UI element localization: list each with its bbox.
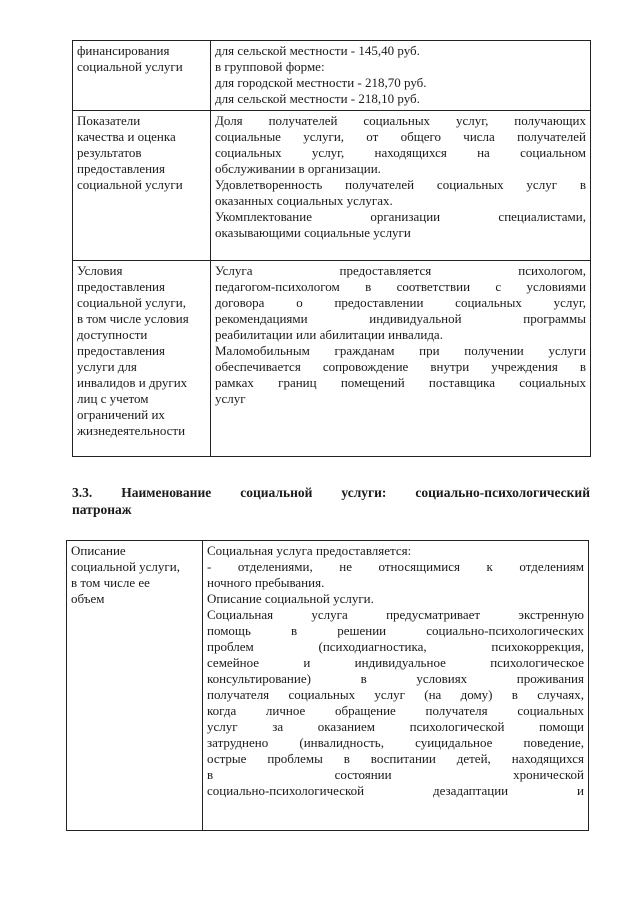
row-content-cell (203, 541, 589, 831)
text-line: в том числе условия (77, 311, 189, 326)
text-line: предоставления (77, 279, 165, 294)
text-line: когда личное обращение получателя социальных (207, 703, 584, 718)
row-content-cell (211, 261, 591, 457)
text-line: оказанных социальных услугах. (215, 193, 393, 208)
table-row (73, 261, 591, 457)
text-line: обеспечивается сопровождение внутри учреждения в (215, 359, 586, 374)
content-paragraph (215, 177, 586, 209)
text-line: рекомендациями индивидуальной программы (215, 311, 586, 326)
text-line: предоставления (77, 161, 165, 176)
text-line: в состоянии хронической (207, 767, 584, 782)
text-line: в групповой форме: (215, 59, 325, 74)
service-description-table (66, 540, 589, 831)
text-line: реабилитации или абилитации инвалида. (215, 327, 443, 342)
row-label-cell (73, 261, 211, 457)
text-line: обслуживании в организации. (215, 161, 381, 176)
text-line: Укомплектование организации специалистами, (215, 209, 586, 224)
content-paragraph (215, 343, 586, 407)
text-line: Доля получателей социальных услуг, получающих (215, 113, 586, 128)
service-description-table-body (67, 541, 589, 831)
text-line: финансирования (77, 43, 170, 58)
text-line: патронаж (72, 502, 132, 517)
text-line: социальных услуг, находящихся на социальном (215, 145, 586, 160)
text-line: Описание социальной услуги. (207, 591, 374, 606)
content-paragraph (215, 263, 586, 343)
table-row (73, 111, 591, 261)
text-line: рамках границ помещений поставщика социальных (215, 375, 586, 390)
text-line: жизнедеятельности (77, 423, 186, 438)
row-content-cell (211, 111, 591, 261)
text-line: Услуга предоставляется психологом, (215, 263, 586, 278)
text-line: для сельской местности - 145,40 руб. (215, 43, 420, 58)
text-line: социальной услуги, (71, 559, 180, 574)
content-paragraph (215, 113, 586, 177)
text-line: социально-психологической дезадаптации и (207, 783, 584, 798)
text-line: в том числе ее (71, 575, 150, 590)
text-line: услуги для (77, 359, 137, 374)
text-line: педагогом-психологом в соответствии с условиями (215, 279, 586, 294)
row-content-cell (211, 41, 591, 111)
text-line: Социальная услуга предоставляется: (207, 543, 412, 558)
text-line: помощь в решении социально-психологических (207, 623, 584, 638)
text-line: Описание (71, 543, 126, 558)
text-line: проблем (психодиагностика, психокоррекция, (207, 639, 584, 654)
text-line: результатов (77, 145, 142, 160)
text-line: качества и оценка (77, 129, 176, 144)
section-heading (72, 484, 590, 518)
text-line: социальные услуги, от общего числа получателей (215, 129, 586, 144)
text-line: услуг за оказанием психологической помощи (207, 719, 584, 734)
text-line: 3.3. Наименование социальной услуги: социально-психологический (72, 485, 590, 500)
text-line: оказывающими социальные услуги (215, 225, 411, 240)
text-line: острые проблемы в воспитании детей, находящихся (207, 751, 584, 766)
text-line: договора о предоставлении социальных услуг, (215, 295, 586, 310)
content-paragraph (215, 209, 586, 241)
text-line: услуг (215, 391, 246, 406)
row-label-cell (67, 541, 203, 831)
text-line: объем (71, 591, 105, 606)
text-line: - отделениями, не относящимися к отделениям (207, 559, 584, 574)
service-details-table (72, 40, 591, 457)
content-paragraph (207, 543, 584, 559)
content-paragraph (207, 607, 584, 799)
table-row (67, 541, 589, 831)
text-line: Социальная услуга предусматривает экстренную (207, 607, 584, 622)
text-line: ночного пребывания. (207, 575, 325, 590)
table-row (73, 41, 591, 111)
text-line: предоставления (77, 343, 165, 358)
text-line: социальной услуги, (77, 295, 186, 310)
service-details-table-body (73, 41, 591, 457)
text-line: Условия (77, 263, 123, 278)
text-line: Показатели (77, 113, 141, 128)
text-line: консультирование) в условиях проживания (207, 671, 584, 686)
text-line: получателя социальных услуг (на дому) в случаях, (207, 687, 584, 702)
content-paragraph (215, 43, 586, 107)
text-line: для сельской местности - 218,10 руб. (215, 91, 420, 106)
text-line: лиц с учетом (77, 391, 149, 406)
content-paragraph (207, 559, 584, 591)
text-line: семейное и индивидуальное психологическое (207, 655, 584, 670)
content-paragraph (207, 591, 584, 607)
text-line: затруднено (инвалидность, суицидальное поведение, (207, 735, 584, 750)
text-line: доступности (77, 327, 148, 342)
text-line: инвалидов и других (77, 375, 188, 390)
text-line: Удовлетворенность получателей социальных услуг в (215, 177, 586, 192)
row-label-cell (73, 41, 211, 111)
text-line: ограничений их (77, 407, 165, 422)
row-label-cell (73, 111, 211, 261)
text-line: социальной услуги (77, 59, 183, 74)
text-line: социальной услуги (77, 177, 183, 192)
text-line: Маломобильным гражданам при получении услуги (215, 343, 586, 358)
text-line: для городской местности - 218,70 руб. (215, 75, 427, 90)
